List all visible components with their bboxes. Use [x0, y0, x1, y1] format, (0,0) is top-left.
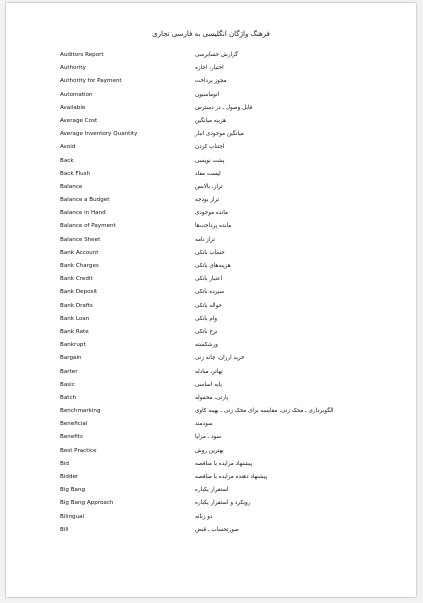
persian-term: حواله بانکی	[195, 302, 222, 309]
glossary-row	[60, 512, 390, 525]
glossary-row	[60, 103, 390, 116]
english-term: Bargain	[60, 355, 82, 362]
english-term: Beneficial	[60, 421, 88, 428]
persian-term: ورشکسته	[195, 342, 218, 349]
glossary-row	[60, 446, 390, 459]
persian-term: وام بانکی	[195, 315, 218, 322]
glossary-row	[60, 90, 390, 103]
persian-term: پارتی، محموله	[195, 394, 229, 401]
glossary-row	[60, 498, 390, 511]
persian-term: استقرار یکباره	[195, 487, 229, 494]
persian-term: الگوبرداری ـ محک زنی، مقایسه برای محک زنی ـ بهینه کاوی	[195, 408, 334, 415]
persian-term: مانده موجودی	[195, 210, 229, 217]
persian-term: هزینه میانگین	[195, 117, 227, 124]
persian-term: هزینه‌های بانکی	[195, 263, 231, 269]
glossary-row	[60, 50, 390, 63]
glossary-row	[60, 221, 390, 234]
glossary-row	[60, 195, 390, 208]
glossary-row	[60, 485, 390, 498]
persian-term: تراز بودجه	[195, 197, 220, 204]
glossary-row	[60, 129, 390, 142]
persian-term: مانده پرداخت‌ها	[195, 223, 232, 230]
english-term: Benchmarking	[60, 408, 101, 415]
glossary-row	[60, 393, 390, 406]
glossary-row	[60, 76, 390, 89]
glossary-row	[60, 156, 390, 169]
english-term: Authority for Payment	[60, 78, 122, 85]
persian-term: حساب بانکی	[195, 249, 225, 256]
english-term: Bank Charges	[60, 263, 99, 269]
glossary-row	[60, 274, 390, 287]
persian-term: قابل وصول ـ در دسترس	[195, 104, 253, 111]
english-term: Average Inventory Quantity	[60, 131, 138, 138]
english-term: Balance Sheet	[60, 236, 101, 243]
glossary-row	[60, 235, 390, 248]
page-title: فرهنگ واژگان انگلیسی به فارسی تجاری	[152, 30, 270, 38]
english-term: Big Bang Approach	[60, 500, 114, 507]
english-term: Bankrupt	[60, 342, 86, 349]
english-term: Bank Deposit	[60, 289, 98, 296]
glossary-row	[60, 525, 390, 538]
glossary-row	[60, 472, 390, 485]
english-term: Benefits	[60, 434, 83, 441]
english-term: Back	[60, 157, 74, 164]
glossary-row	[60, 380, 390, 393]
glossary-row	[60, 116, 390, 129]
english-term: Basic	[60, 381, 75, 388]
persian-term: تهاتر، مبادله	[195, 368, 223, 375]
english-term: Bid	[60, 460, 69, 467]
glossary-row	[60, 459, 390, 472]
glossary-row	[60, 208, 390, 221]
english-term: Balance a Budget	[60, 197, 110, 204]
persian-term: پیشنهاد مزایده یا مناقصه	[195, 460, 253, 467]
glossary-row	[60, 169, 390, 182]
english-term: Bidder	[60, 474, 79, 480]
english-term: Balance in Hand	[60, 210, 106, 217]
english-term: Available	[60, 104, 86, 111]
persian-term: تراز نامه	[195, 236, 215, 243]
english-term: Back Flush	[60, 170, 91, 177]
glossary-row	[60, 327, 390, 340]
glossary-row	[60, 63, 390, 76]
glossary-row	[60, 287, 390, 300]
persian-term: سود ـ مزایا	[195, 434, 222, 441]
glossary-row	[60, 353, 390, 366]
persian-term: خرید ارزان، چانه زنی	[195, 355, 245, 362]
glossary-row	[60, 142, 390, 155]
glossary-row	[60, 301, 390, 314]
persian-term: میانگین موجودی انبار	[195, 131, 244, 138]
persian-term: دو زبانه	[195, 513, 213, 520]
persian-term: اعتبار بانکی	[195, 276, 223, 283]
persian-term: گزارش حسابرسی	[195, 52, 238, 58]
english-term: Bank Rate	[60, 328, 89, 335]
glossary-row	[60, 367, 390, 380]
glossary-row	[60, 261, 390, 274]
persian-term: رویکرد و استقرار یکباره	[195, 500, 251, 507]
english-term: Bank Account	[60, 249, 99, 256]
glossary-row	[60, 182, 390, 195]
english-term: Batch	[60, 394, 77, 401]
english-term: Best Practice	[60, 447, 97, 454]
english-term: Bank Drafts	[60, 302, 93, 309]
english-term: Bank Loan	[60, 315, 90, 322]
english-term: Automation	[60, 91, 93, 98]
persian-term: اتوماسیون	[195, 91, 220, 98]
persian-term: نرخ بانکی	[195, 328, 218, 335]
persian-term: اجتناب کردن	[195, 144, 225, 151]
english-term: Big Bang	[60, 487, 86, 494]
glossary-row	[60, 340, 390, 353]
persian-term: پشت نویسی	[195, 157, 225, 164]
english-term: Bank Credit	[60, 276, 93, 283]
english-term: Bilingual	[60, 513, 85, 520]
glossary-row	[60, 432, 390, 445]
persian-term: سپرده بانکی	[195, 289, 225, 296]
glossary-list	[60, 50, 390, 538]
english-term: Average Cost	[60, 117, 98, 124]
persian-term: پیشنهاد دهنده مزایده یا مناقصه	[195, 474, 268, 480]
english-term: Barter	[60, 368, 78, 375]
english-term: Bill	[60, 526, 69, 533]
persian-term: سودمند	[195, 421, 213, 428]
english-term: Auditors Report	[60, 52, 104, 58]
glossary-row	[60, 248, 390, 261]
persian-term: بهترین روش	[195, 447, 224, 454]
english-term: Authority	[60, 65, 86, 72]
english-term: Balance	[60, 183, 83, 190]
persian-term: صورتحساب ـ قبض	[195, 526, 239, 533]
english-term: Avoid	[60, 144, 76, 151]
glossary-row	[60, 314, 390, 327]
persian-term: مجوز پرداخت	[195, 78, 227, 85]
persian-term: لیست مفاد	[195, 170, 221, 177]
english-term: Balance of Payment	[60, 223, 116, 230]
persian-term: پایه اساسی	[195, 381, 222, 388]
persian-term: اختیار، اجازه	[195, 65, 224, 72]
glossary-row	[60, 419, 390, 432]
persian-term: تراز، بالانس	[195, 183, 223, 190]
document-page	[6, 3, 416, 597]
glossary-row	[60, 406, 390, 419]
